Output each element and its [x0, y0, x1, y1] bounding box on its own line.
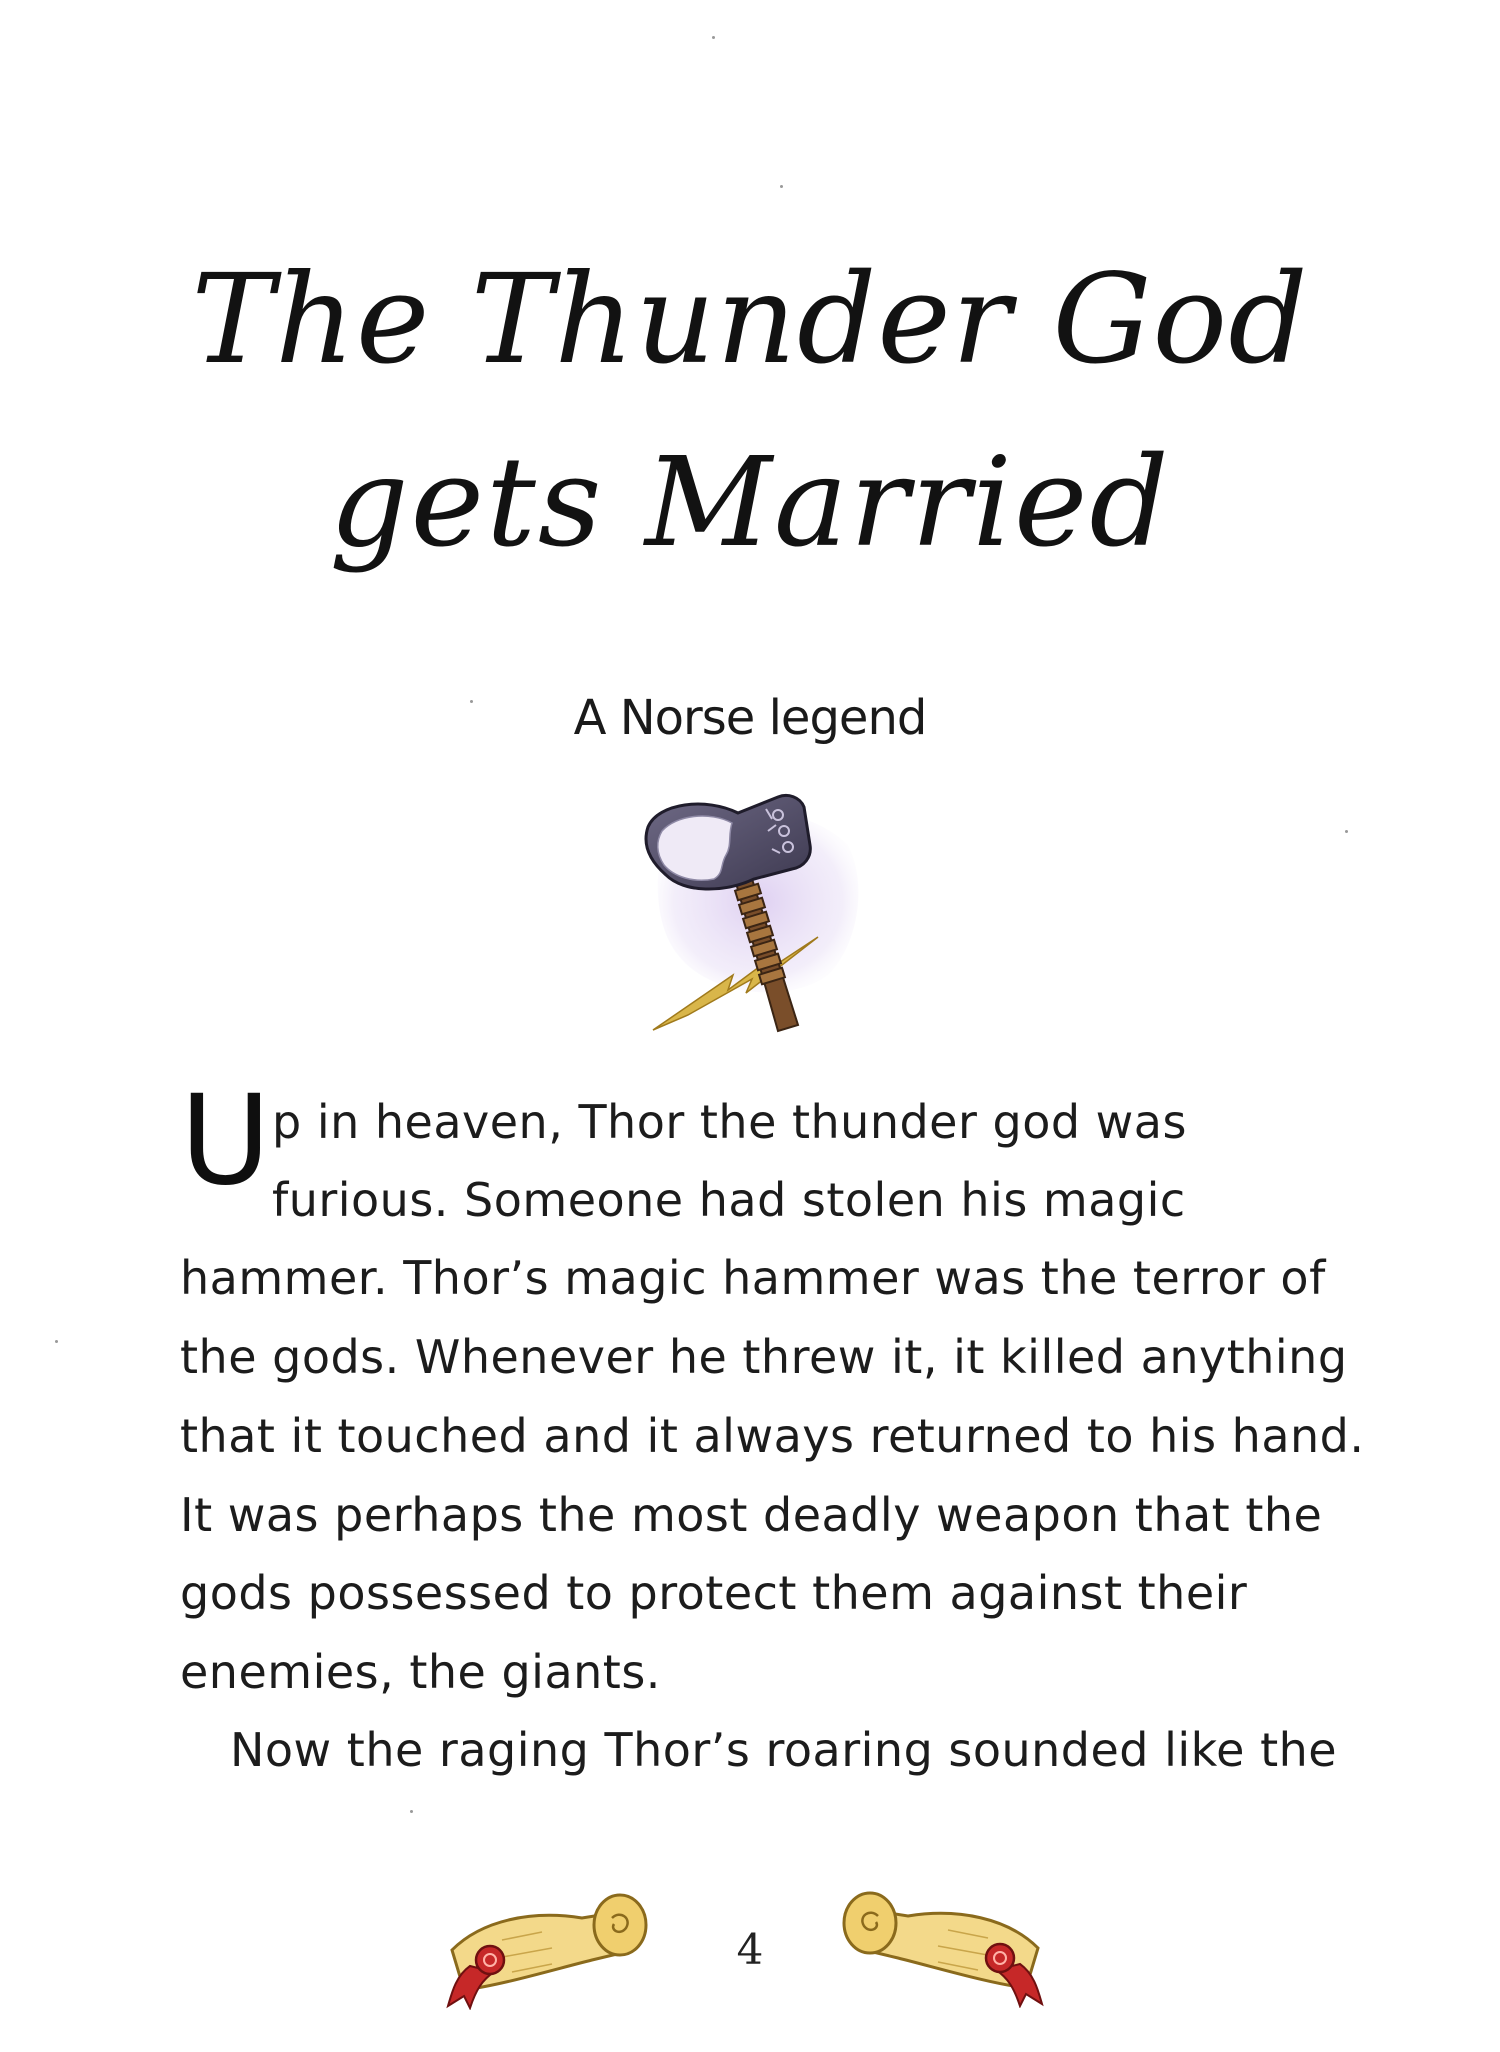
story-title-line-1: The Thunder God: [191, 248, 1309, 392]
page-speck: [1345, 830, 1348, 833]
story-line: hammer. Thor’s magic hammer was the terror of: [180, 1251, 1326, 1305]
axe-with-lightning-icon: [628, 775, 868, 1045]
page-speck: [712, 36, 715, 39]
story-title-line-2: gets Married: [329, 431, 1171, 575]
page-speck: [410, 1810, 413, 1813]
scroll-icon: [828, 1878, 1048, 2008]
scroll-icon: [442, 1880, 662, 2010]
story-line: the gods. Whenever he threw it, it killed anything: [180, 1330, 1348, 1384]
story-line: It was perhaps the most deadly weapon that the: [180, 1488, 1323, 1542]
page-speck: [55, 1340, 58, 1343]
page-speck: [780, 185, 783, 188]
story-line: enemies, the giants.: [180, 1645, 661, 1699]
story-subtitle: A Norse legend: [573, 690, 927, 746]
page-number: 4: [736, 1925, 764, 1974]
story-line: furious. Someone had stolen his magic: [272, 1173, 1186, 1227]
story-line: that it touched and it always returned to his hand.: [180, 1409, 1365, 1463]
story-line: p in heaven, Thor the thunder god was: [272, 1095, 1187, 1149]
story-line: Now the raging Thor’s roaring sounded like the: [230, 1723, 1338, 1777]
drop-cap: U: [180, 1069, 271, 1213]
story-line: gods possessed to protect them against their: [180, 1566, 1248, 1620]
